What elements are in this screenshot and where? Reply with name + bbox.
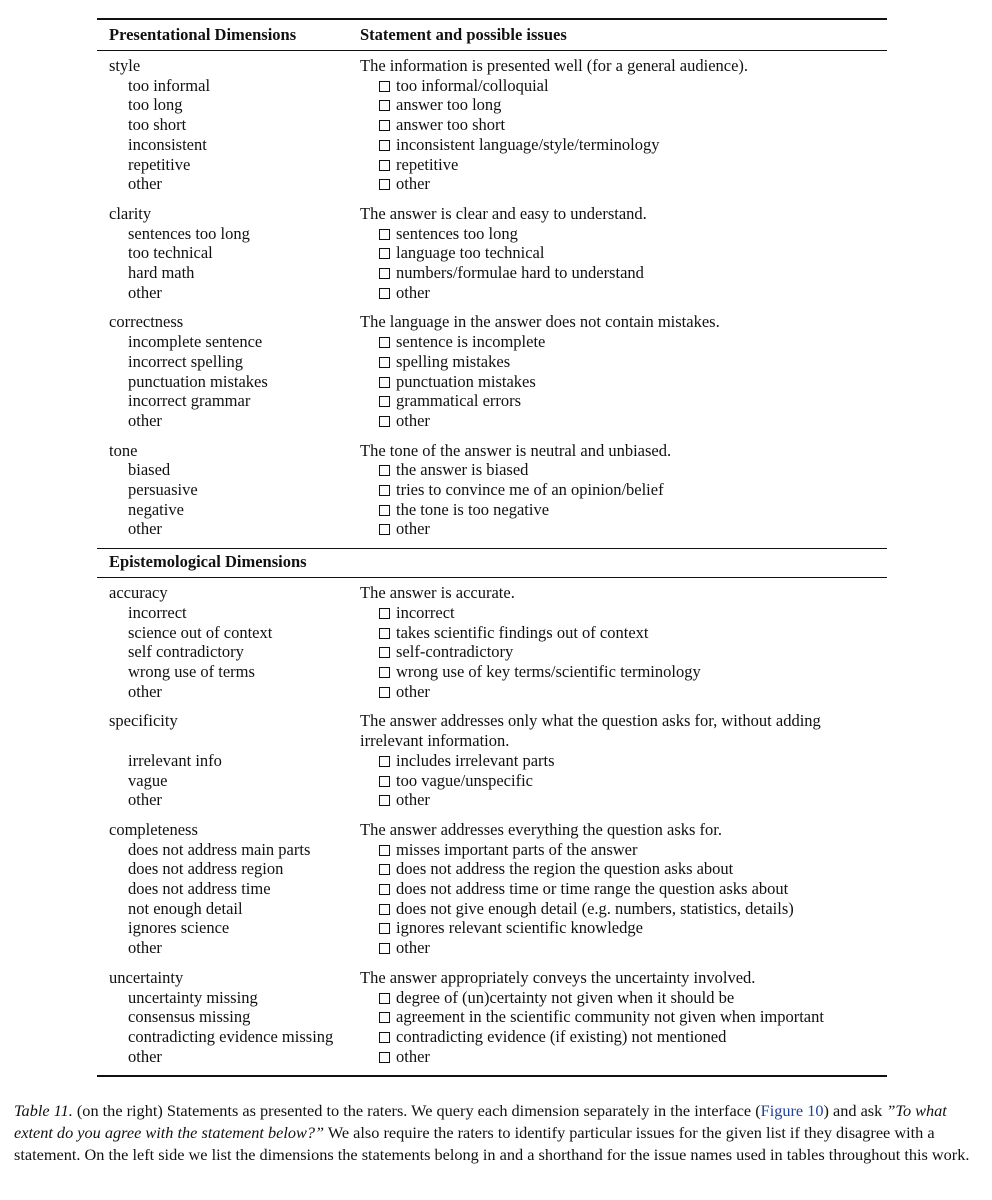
issue-option[interactable] (360, 155, 887, 175)
issue-row (97, 771, 887, 791)
issue-label: the tone is too negative (396, 499, 550, 519)
issue-row (97, 603, 887, 623)
issue-row (97, 1047, 887, 1067)
issue-label: answer too short (396, 115, 506, 135)
issue-row (97, 95, 887, 115)
issue-row (97, 988, 887, 1008)
issue-option[interactable] (360, 879, 887, 899)
issue-row (97, 642, 887, 662)
issue-label: tries to convince me of an opinion/belief (396, 480, 664, 500)
issue-label: does not give enough detail (e.g. numbers, statistics, details) (396, 898, 794, 918)
dimension-row (97, 441, 887, 461)
dimension-row (97, 312, 887, 332)
issue-option[interactable] (360, 480, 887, 500)
issue-label: does not address the region the question asks about (396, 859, 734, 879)
issue-row (97, 623, 887, 643)
checkbox[interactable] (379, 1052, 390, 1063)
caption-quote: ”To what extent do you agree with the statement below?” (14, 1101, 947, 1142)
checkbox[interactable] (379, 396, 390, 407)
issue-option[interactable] (360, 95, 887, 115)
issue-row (97, 859, 887, 879)
statement-text: The language in the answer does not contain mistakes. (360, 312, 720, 332)
dimension-group-clarity (97, 204, 887, 303)
issue-row (97, 899, 887, 919)
issue-shorthand: science out of context (128, 622, 273, 642)
issue-shorthand: does not address main parts (128, 839, 311, 859)
checkbox[interactable] (379, 845, 390, 856)
issue-label: other (396, 174, 430, 194)
issue-option[interactable] (360, 174, 887, 194)
dimension-name: clarity (109, 203, 152, 223)
figure-10-link[interactable]: Figure 10 (760, 1101, 824, 1120)
issue-row (97, 283, 887, 303)
issue-label: misses important parts of the answer (396, 839, 638, 859)
issue-row (97, 411, 887, 431)
checkbox[interactable] (379, 337, 390, 348)
issue-row (97, 243, 887, 263)
issue-row (97, 224, 887, 244)
issue-row (97, 372, 887, 392)
issue-label: incorrect (396, 602, 455, 622)
issue-shorthand: other (128, 519, 162, 539)
bottom-rule (97, 1075, 887, 1077)
issue-option[interactable] (360, 790, 887, 810)
issue-label: other (396, 1046, 430, 1066)
issue-option[interactable] (360, 372, 887, 392)
issue-shorthand: other (128, 174, 162, 194)
checkbox[interactable] (379, 993, 390, 1004)
caption-text-2: ) and ask (823, 1101, 887, 1120)
issue-label: too vague/unspecific (396, 770, 533, 790)
table-caption (14, 1100, 976, 1165)
issue-option[interactable] (360, 623, 887, 643)
statement-text: The answer is clear and easy to understand. (360, 203, 647, 223)
checkbox[interactable] (379, 904, 390, 915)
epistemological-header (97, 549, 887, 577)
dimension-group-completeness (97, 820, 887, 958)
checkbox[interactable] (379, 357, 390, 368)
dimension-name: style (109, 56, 141, 75)
dimension-row (97, 968, 887, 988)
issue-label: spelling mistakes (396, 351, 511, 371)
checkbox[interactable] (379, 140, 390, 151)
issue-option[interactable] (360, 332, 887, 352)
issue-option[interactable] (360, 988, 887, 1008)
dimension-name: completeness (109, 819, 198, 839)
checkbox[interactable] (379, 628, 390, 639)
issue-shorthand: ignores science (128, 918, 230, 938)
checkbox[interactable] (379, 160, 390, 171)
issue-label: sentence is incomplete (396, 332, 546, 352)
checkbox[interactable] (379, 667, 390, 678)
issue-option[interactable] (360, 76, 887, 96)
epistemological-title: Epistemological Dimensions (109, 552, 307, 572)
issue-option[interactable] (360, 1027, 887, 1047)
issue-option[interactable] (360, 938, 887, 958)
issue-row (97, 500, 887, 520)
issue-row (97, 174, 887, 194)
dimension-row (97, 820, 887, 840)
issue-label: degree of (un)certainty not given when it should be (396, 987, 735, 1007)
issue-label: takes scientific findings out of context (396, 622, 649, 642)
issue-option[interactable] (360, 391, 887, 411)
issue-shorthand: vague (128, 770, 168, 790)
issue-shorthand: too informal (128, 75, 211, 95)
checkbox[interactable] (379, 416, 390, 427)
issue-label: grammatical errors (396, 391, 522, 411)
issue-label: punctuation mistakes (396, 371, 536, 391)
checkbox[interactable] (379, 465, 390, 476)
checkbox[interactable] (379, 288, 390, 299)
issue-label: other (396, 410, 430, 430)
issue-option[interactable] (360, 771, 887, 791)
issue-option[interactable] (360, 1047, 887, 1067)
checkbox[interactable] (379, 864, 390, 875)
issue-option[interactable] (360, 918, 887, 938)
issue-row (97, 879, 887, 899)
checkbox[interactable] (379, 377, 390, 388)
checkbox[interactable] (379, 923, 390, 934)
dimension-group-correctness (97, 312, 887, 430)
checkbox[interactable] (379, 943, 390, 954)
caption-label: Table 11. (14, 1101, 73, 1120)
issue-option[interactable] (360, 460, 887, 480)
issue-shorthand: incorrect (128, 602, 187, 622)
statement-text: The tone of the answer is neutral and unbiased. (360, 440, 672, 460)
issue-shorthand: hard math (128, 263, 195, 283)
checkbox[interactable] (379, 1012, 390, 1023)
dimension-group-accuracy (97, 583, 887, 701)
issue-shorthand: does not address time (128, 879, 271, 899)
issue-label: other (396, 282, 430, 302)
issue-label: the answer is biased (396, 460, 529, 480)
issue-shorthand: negative (128, 499, 184, 519)
issue-shorthand: other (128, 938, 162, 958)
statement-text: The answer addresses only what the question asks for, without adding irrelevant information. (360, 711, 821, 751)
caption-text-1: (on the right) Statements as presented to the raters. We query each dimension separately in the interface ( (72, 1101, 761, 1120)
issue-shorthand: other (128, 790, 162, 810)
checkbox[interactable] (379, 179, 390, 190)
checkbox[interactable] (379, 647, 390, 658)
issue-row (97, 480, 887, 500)
issue-row (97, 263, 887, 283)
issue-shorthand: not enough detail (128, 898, 243, 918)
issue-row (97, 332, 887, 352)
header-right: Statement and possible issues (360, 25, 567, 44)
checkbox[interactable] (379, 81, 390, 92)
issue-option[interactable] (360, 859, 887, 879)
issue-shorthand: contradicting evidence missing (128, 1026, 334, 1046)
issue-shorthand: persuasive (128, 480, 198, 500)
issue-option[interactable] (360, 603, 887, 623)
issue-shorthand: other (128, 410, 162, 430)
checkbox[interactable] (379, 524, 390, 535)
issue-label: language too technical (396, 243, 545, 263)
issue-shorthand: does not address region (128, 859, 284, 879)
statement-text: The answer is accurate. (360, 583, 515, 603)
issue-option[interactable] (360, 115, 887, 135)
issue-option[interactable] (360, 1007, 887, 1027)
checkbox[interactable] (379, 608, 390, 619)
issue-option[interactable] (360, 519, 887, 539)
checkbox[interactable] (379, 268, 390, 279)
issue-shorthand: too long (128, 95, 183, 115)
dimension-name: uncertainty (109, 967, 184, 987)
table-header (97, 20, 887, 50)
issue-row (97, 840, 887, 860)
issue-label: does not address time or time range the question asks about (396, 879, 789, 899)
issue-shorthand: too technical (128, 243, 213, 263)
issue-shorthand: uncertainty missing (128, 987, 258, 1007)
issue-shorthand: inconsistent (128, 134, 207, 154)
checkbox[interactable] (379, 776, 390, 787)
issue-option[interactable] (360, 352, 887, 372)
issue-shorthand: self contradictory (128, 642, 244, 662)
checkbox[interactable] (379, 120, 390, 131)
checkbox[interactable] (379, 248, 390, 259)
dimension-row (97, 583, 887, 603)
issue-row (97, 682, 887, 702)
issue-label: numbers/formulae hard to understand (396, 263, 644, 283)
issue-option[interactable] (360, 662, 887, 682)
checkbox[interactable] (379, 505, 390, 516)
checkbox[interactable] (379, 485, 390, 496)
issue-label: inconsistent language/style/terminology (396, 134, 660, 154)
dimension-name: correctness (109, 312, 184, 332)
issue-label: contradicting evidence (if existing) not mentioned (396, 1026, 727, 1046)
issue-row (97, 76, 887, 96)
checkbox[interactable] (379, 1032, 390, 1043)
issue-shorthand: other (128, 282, 162, 302)
presentational-section (97, 51, 887, 548)
checkbox[interactable] (379, 756, 390, 767)
issue-shorthand: punctuation mistakes (128, 371, 268, 391)
issue-label: other (396, 938, 430, 958)
dimension-row (97, 56, 887, 76)
issue-row (97, 391, 887, 411)
issue-row (97, 352, 887, 372)
issue-label: wrong use of key terms/scientific terminology (396, 661, 701, 681)
issue-label: repetitive (396, 154, 459, 174)
issue-label: sentences too long (396, 223, 518, 243)
header-left: Presentational Dimensions (109, 25, 297, 44)
issue-option[interactable] (360, 751, 887, 771)
issue-option[interactable] (360, 840, 887, 860)
issue-shorthand: too short (128, 115, 187, 135)
issue-shorthand: biased (128, 460, 171, 480)
issue-shorthand: other (128, 681, 162, 701)
issue-option[interactable] (360, 243, 887, 263)
issue-shorthand: repetitive (128, 154, 191, 174)
dimension-name: accuracy (109, 583, 168, 603)
issue-option[interactable] (360, 682, 887, 702)
issue-label: answer too long (396, 95, 502, 115)
issue-row (97, 115, 887, 135)
dimension-group-specificity (97, 711, 887, 810)
issue-row (97, 1007, 887, 1027)
checkbox[interactable] (379, 100, 390, 111)
caption-text-3: We also require the raters to identify particular issues for the given list if they disagree with a statement. On the left side we list the dimensions the statements belong in and a shorthand for the issue names used in tables throughout this work. (14, 1122, 970, 1164)
dimension-group-style (97, 56, 887, 194)
issue-row (97, 519, 887, 539)
issue-shorthand: irrelevant info (128, 750, 222, 770)
dimension-name: specificity (109, 711, 178, 731)
dimensions-table (97, 18, 887, 1077)
dimension-group-tone (97, 441, 887, 540)
issue-option[interactable] (360, 642, 887, 662)
issue-label: other (396, 790, 430, 810)
issue-row (97, 460, 887, 480)
issue-shorthand: incomplete sentence (128, 332, 263, 352)
issue-option[interactable] (360, 224, 887, 244)
issue-label: agreement in the scientific community not given when important (396, 1007, 824, 1027)
issue-shorthand: wrong use of terms (128, 661, 255, 681)
issue-label: self-contradictory (396, 642, 514, 662)
issue-shorthand: incorrect grammar (128, 391, 251, 411)
issue-shorthand: other (128, 1046, 162, 1066)
checkbox[interactable] (379, 229, 390, 240)
dimension-name: tone (109, 440, 138, 460)
issue-shorthand: incorrect spelling (128, 351, 244, 371)
issue-option[interactable] (360, 899, 887, 919)
issue-option[interactable] (360, 411, 887, 431)
issue-option[interactable] (360, 263, 887, 283)
issue-label: too informal/colloquial (396, 75, 549, 95)
dimension-row (97, 711, 887, 750)
issue-row (97, 155, 887, 175)
issue-shorthand: consensus missing (128, 1007, 251, 1027)
issue-row (97, 135, 887, 155)
issue-row (97, 790, 887, 810)
issue-label: includes irrelevant parts (396, 750, 555, 770)
dimension-row (97, 204, 887, 224)
issue-row (97, 1027, 887, 1047)
issue-label: other (396, 681, 430, 701)
issue-row (97, 938, 887, 958)
checkbox[interactable] (379, 884, 390, 895)
checkbox[interactable] (379, 687, 390, 698)
issue-row (97, 751, 887, 771)
issue-option[interactable] (360, 135, 887, 155)
issue-option[interactable] (360, 500, 887, 520)
issue-row (97, 918, 887, 938)
issue-label: other (396, 519, 430, 539)
statement-text: The answer addresses everything the question asks for. (360, 819, 722, 839)
issue-option[interactable] (360, 283, 887, 303)
issue-label: ignores relevant scientific knowledge (396, 918, 643, 938)
issue-shorthand: sentences too long (128, 223, 250, 243)
checkbox[interactable] (379, 795, 390, 806)
statement-text: The information is presented well (for a general audience). (360, 56, 749, 75)
statement-text: The answer appropriately conveys the uncertainty involved. (360, 967, 756, 987)
issue-row (97, 662, 887, 682)
dimension-group-uncertainty (97, 968, 887, 1067)
epistemological-section (97, 578, 887, 1075)
